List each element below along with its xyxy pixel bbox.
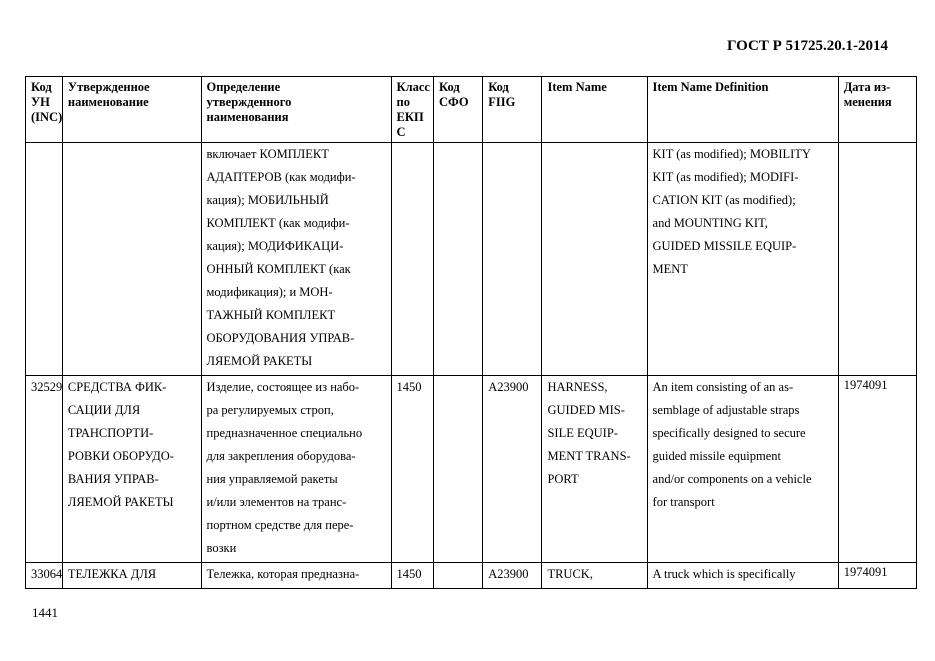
cell-fiig [483, 143, 542, 376]
cell-approved-name: ТЕЛЕЖКА ДЛЯ [62, 563, 201, 589]
cell-fiig: A23900 [483, 376, 542, 563]
cell-item-definition: KIT (as modified); MOBILITY KIT (as modified); MODIFI- CATION KIT (as modified); and MOUNTING KIT, GUIDED MISSILE EQUIP- MENT [647, 143, 838, 376]
col-header-item-definition: Item Name Definition [647, 77, 838, 143]
cell-approved-name [62, 143, 201, 376]
cell-definition: включает КОМПЛЕКТ АДАПТЕРОВ (как модифи- кация); МОБИЛЬНЫЙ КОМПЛЕКТ (как модифи- кация); МОДИФИКАЦИ- ОННЫЙ КОМПЛЕКТ (как модификация); и МОН- ТАЖНЫЙ КОМПЛЕКТ ОБОРУДОВАНИЯ УПРАВ- ЛЯЕМОЙ РАКЕТЫ [201, 143, 391, 376]
col-header-item-name: Item Name [542, 77, 647, 143]
table-row [26, 563, 917, 589]
cell-change-date: 1974091 [838, 563, 916, 589]
cell-inc: 32529 [26, 376, 63, 563]
cell-change-date [838, 143, 916, 376]
col-header-fiig: Код FIIG [483, 77, 542, 143]
col-header-sfo: Код СФО [434, 77, 483, 143]
page-number: 1441 [32, 605, 58, 620]
cell-definition: Тележка, которая предназна- [201, 563, 391, 589]
cell-sfo [434, 143, 483, 376]
cell-sfo [434, 563, 483, 589]
cell-item-name: HARNESS, GUIDED MIS- SILE EQUIP- MENT TRANS- PORT [542, 376, 647, 563]
col-header-approved-name: Утвержденное наименование [62, 77, 201, 143]
col-header-change-date: Дата из- менения [838, 77, 916, 143]
cell-class [391, 143, 433, 376]
table-header-row [26, 77, 917, 143]
catalog-table [25, 76, 917, 589]
cell-class: 1450 [391, 376, 433, 563]
cell-definition: Изделие, состоящее из набо- ра регулируемых строп, предназначенное специально для закрепления оборудова- ния управляемой ракеты и/или элементов на транс- портном средстве для пере- возки [201, 376, 391, 563]
cell-item-name [542, 143, 647, 376]
cell-sfo [434, 376, 483, 563]
cell-approved-name: СРЕДСТВА ФИК- САЦИИ ДЛЯ ТРАНСПОРТИ- РОВКИ ОБОРУДО- ВАНИЯ УПРАВ- ЛЯЕМОЙ РАКЕТЫ [62, 376, 201, 563]
document-code: ГОСТ Р 51725.20.1-2014 [726, 38, 888, 54]
cell-change-date: 1974091 [838, 376, 916, 563]
col-header-class: Класс по ЕКП С [391, 77, 433, 143]
cell-inc [26, 143, 63, 376]
table-row [26, 376, 917, 563]
col-header-definition: Определение утвержденного наименования [201, 77, 391, 143]
cell-inc: 33064 [26, 563, 63, 589]
table-row [26, 143, 917, 376]
cell-fiig: A23900 [483, 563, 542, 589]
cell-class: 1450 [391, 563, 433, 589]
cell-item-name: TRUCK, [542, 563, 647, 589]
cell-item-definition: A truck which is specifically [647, 563, 838, 589]
col-header-inc: Код УН (INC) [26, 77, 63, 143]
cell-item-definition: An item consisting of an as- semblage of adjustable straps specifically designed to secure guided missile equipment and/or components on a vehicle for transport [647, 376, 838, 563]
